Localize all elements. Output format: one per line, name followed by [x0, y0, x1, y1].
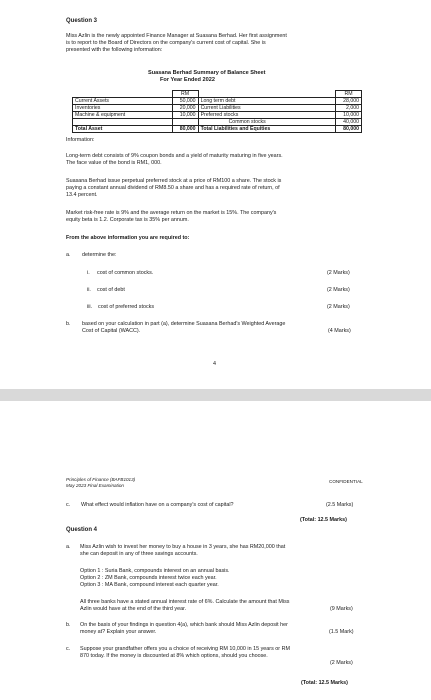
sub-i-num: i. — [87, 270, 90, 276]
question-b-line-2: Cost of Capital (WACC). — [82, 328, 141, 334]
question-4-heading: Question 4 — [66, 527, 98, 533]
sub-i-text: cost of common stocks. — [97, 270, 154, 276]
q4c-letter: c. — [66, 646, 71, 652]
total-asset-label: Total Asset — [73, 126, 173, 133]
total-liabilities-label: Total Liabilities and Equities — [198, 126, 335, 133]
para3-line-2: equity beta is 1.2. Corporate tax is 35% per annum. — [66, 217, 189, 223]
liability-label: Common stocks — [198, 119, 335, 126]
para2-line-2: paying a constant annual dividend of RM8.50 a share and has a required rate of return, of — [66, 185, 280, 191]
information-label: Information: — [66, 137, 95, 143]
para2-line-1: Suasana Berhad issue perpetual preferred stock at a price of RM100 a share. The stock is — [66, 178, 282, 184]
para3-line-1: Market risk-free rate is 9% and the average return on the market is 15%. The company's — [66, 210, 277, 216]
q4a-letter: a. — [66, 544, 71, 550]
unit-header-assets: RM — [172, 91, 198, 98]
liability-value: 40,000 — [336, 119, 362, 126]
sub-iii-marks: (2 Marks) — [327, 304, 350, 310]
total-q4: (Total: 12.5 Marks) — [301, 680, 348, 686]
table-row — [73, 112, 362, 119]
q4b-line-1: On the basis of your findings in question 4(a), which bank should Miss Azlin deposit her — [80, 622, 288, 628]
option-1: Option 1 : Suria Bank, compounds interest on an annual basis. — [80, 568, 230, 574]
table-row — [73, 119, 362, 126]
q4a-marks: (9 Marks) — [330, 606, 353, 612]
q4c-marks: (2 Marks) — [330, 660, 353, 666]
liability-label: Preferred stocks — [198, 112, 335, 119]
table-title: Suasana Berhad Summary of Balance Sheet — [148, 70, 266, 76]
question-c-marks: (2.5 Marks) — [326, 502, 354, 508]
q4b-marks: (1.5 Mark) — [329, 629, 354, 635]
para2-line-3: 13.4 percent. — [66, 192, 98, 198]
asset-label: Machine & equipment — [73, 112, 173, 119]
confidential-label: CONFIDENTIAL — [329, 479, 363, 484]
required-heading: From the above information you are required to: — [66, 235, 190, 241]
question-b-marks: (4 Marks) — [328, 328, 351, 334]
sub-i-marks: (2 Marks) — [327, 270, 350, 276]
q4a-follow-line-1: All three banks have a stated annual interest rate of 6%. Calculate the amount that Miss — [80, 599, 290, 605]
sub-ii-text: cost of debt — [97, 287, 125, 293]
question-a-letter: a. — [66, 252, 71, 258]
question-b-letter: b. — [66, 321, 71, 327]
q4a-follow-line-2: Azlin would have at the end of the third year. — [80, 606, 187, 612]
sub-ii-num: ii. — [87, 287, 91, 293]
option-3: Option 3 : MA Bank, compound interest each quarter year. — [80, 582, 219, 588]
table-subtitle: For Year Ended 2022 — [160, 77, 215, 83]
table-row — [73, 98, 362, 105]
q4a-line-1: Miss Azlin wish to invest her money to buy a house in 3 years, she has RM20,000 that — [80, 544, 286, 550]
liability-value: 10,000 — [336, 112, 362, 119]
table-row — [73, 126, 362, 133]
para1-line-1: Long-term debt consists of 9% coupon bonds and a yield of maturity maturing in five years. — [66, 153, 283, 159]
liability-value: 2,000 — [336, 105, 362, 112]
question-c-text: What effect would inflation have on a company's cost of capital? — [81, 502, 234, 508]
asset-value: 10,000 — [172, 112, 198, 119]
liability-label: Current Liabilities — [198, 105, 335, 112]
asset-value: 50,000 — [172, 98, 198, 105]
q4b-letter: b. — [66, 622, 71, 628]
question-c-letter: c. — [66, 502, 71, 508]
question-3-heading: Question 3 — [66, 18, 98, 24]
q4a-line-2: she can deposit in any of three savings accounts. — [80, 551, 198, 557]
page-number: 4 — [213, 361, 216, 367]
total-liabilities-value: 80,000 — [336, 126, 362, 133]
total-asset-value: 80,000 — [172, 126, 198, 133]
asset-label: Inventories — [73, 105, 173, 112]
unit-header-liabilities: RM — [336, 91, 362, 98]
asset-value: 20,000 — [172, 105, 198, 112]
liability-label: Long term debt — [198, 98, 335, 105]
q4c-line-2: 870 today. If the money is discounted at 8% which options, should you choose. — [80, 653, 268, 659]
table-row — [73, 105, 362, 112]
question-b-line-1: based on your calculation in part (a), determine Suasana Berhad's Weighted Average — [82, 321, 286, 327]
page-separator — [0, 389, 431, 401]
balance-sheet-table — [72, 90, 362, 133]
asset-label: Current Assets — [73, 98, 173, 105]
footer-course: Principles of Finance (BAFB1013) — [66, 477, 136, 482]
intro-line-1: Miss Azlin is the newly appointed Finance Manager at Suasana Berhad. Her first assignment — [66, 33, 287, 39]
question-a-text: determine the: — [82, 252, 117, 258]
sub-ii-marks: (2 Marks) — [327, 287, 350, 293]
sub-iii-text: cost of preferred stocks — [98, 304, 155, 310]
intro-line-3: presented with the following information: — [66, 47, 163, 53]
para1-line-2: The face value of the bond is RM1, 000. — [66, 160, 162, 166]
footer-exam: May 2023 Final Examination — [66, 483, 124, 488]
intro-line-2: is to report to the Board of Directors on the company's current cost of capital. She is — [66, 40, 266, 46]
total-q3: (Total: 12.5 Marks) — [300, 517, 347, 523]
q4b-line-2: money at? Explain your answer. — [80, 629, 157, 635]
q4c-line-1: Suppose your grandfather offers you a choice of receiving RM 10,000 in 15 years or RM — [80, 646, 290, 652]
exam-page-2 — [0, 401, 431, 700]
table-row — [73, 91, 362, 98]
liability-value: 28,000 — [336, 98, 362, 105]
sub-iii-num: iii. — [87, 304, 93, 310]
option-2: Option 2 : ZM Bank, compounds interest twice each year. — [80, 575, 217, 581]
